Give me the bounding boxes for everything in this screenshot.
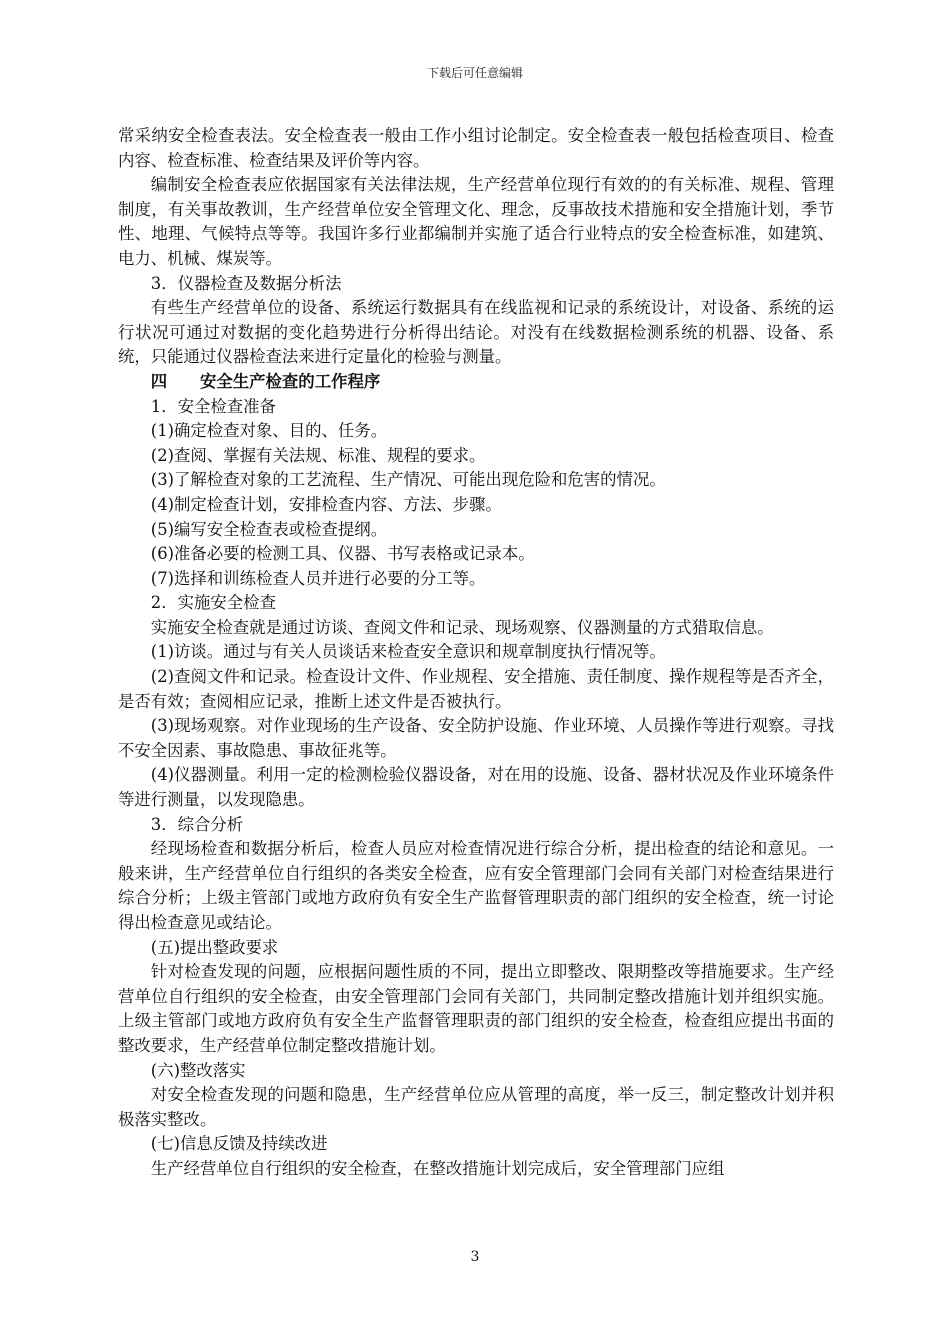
- paragraph: 对安全检查发现的问题和隐患，生产经营单位应从管理的高度，举一反三，制定整改计划并积极落实整改。: [118, 1085, 834, 1129]
- list-item: (3)现场观察。对作业现场的生产设备、安全防护设施、作业环境、人员操作等进行观察。寻找不安全因素、事故隐患、事故征兆等。: [118, 716, 834, 760]
- list-item: (7)选择和训练检查人员并进行必要的分工等。: [150, 568, 486, 588]
- paragraph: 生产经营单位自行组织的安全检查，在整改措施计划完成后，安全管理部门应组: [150, 1158, 725, 1178]
- list-item: (2)查阅、掌握有关法规、标准、规程的要求。: [150, 445, 486, 465]
- subsection-title: 2．实施安全检查: [150, 593, 276, 613]
- list-item: (1)确定检查对象、目的、任务。: [150, 421, 388, 441]
- document-body: [118, 124, 834, 1182]
- list-item: (1)访谈。通过与有关人员谈话来检查安全意识和规章制度执行情况等。: [150, 642, 666, 662]
- paragraph: 编制安全检查表应依据国家有关法律法规，生产经营单位现行有效的的有关标准、规程、管理制度，有关事故教训，生产经营单位安全管理文化、理念，反事故技术措施和安全措施计划，季节性、地理、气候特点等等。我国许多行业都编制并实施了适合行业特点的安全检查标准，如建筑、电力、机械、煤炭等。: [118, 175, 834, 268]
- list-item: (4)仪器测量。利用一定的检测检验仪器设备，对在用的设施、设备、器材状况及作业环境条件等进行测量，以发现隐患。: [118, 765, 834, 810]
- page-header: 下载后可任意编辑: [426, 66, 523, 80]
- subsection-title: (五)提出整政要求: [150, 937, 279, 957]
- paragraph: 实施安全检查就是通过访谈、查阅文件和记录、现场观察、仪器测量的方式猎取信息。: [150, 617, 774, 637]
- subsection-title: (六)整改落实: [150, 1060, 246, 1080]
- list-item: (3)了解检查对象的工艺流程、生产情况、可能出现危险和危害的情况。: [150, 470, 666, 490]
- page-number: 3: [470, 1249, 480, 1265]
- subsection-title: 3．综合分析: [150, 814, 244, 834]
- paragraph: 经现场检查和数据分析后，检查人员应对检查情况进行综合分析，提出检查的结论和意见。一般来讲，生产经营单位自行组织的各类安全检查，应有安全管理部门会同有关部门对检查结果进行综合分析；上级主管部门或地方政府负有安全生产监督管理职责的部门组织的安全检查，统一讨论得出检查意见或结论。: [118, 839, 834, 932]
- paragraph: 常采纳安全检查表法。安全检查表一般由工作小组讨论制定。安全检查表一般包括检查项目、检查内容、检查标准、检查结果及评价等内容。: [118, 126, 834, 170]
- list-item: (5)编写安全检查表或检查提纲。: [150, 519, 388, 539]
- paragraph: 有些生产经营单位的设备、系统运行数据具有在线监视和记录的系统设计，对设备、系统的运行状况可通过对数据的变化趋势进行分析得出结论。对没有在线数据检测系统的机器、设备、系统，只能通过仪器检查法来进行定量化的检验与测量。: [118, 298, 834, 367]
- section-heading: 四 安全生产检查的工作程序: [150, 371, 381, 391]
- list-item: (4)制定检查计划，安排检查内容、方法、步骤。: [150, 494, 502, 514]
- subsection-title: 1．安全检查准备: [150, 396, 276, 416]
- subsection-title: 3．仪器检查及数据分析法: [150, 273, 342, 293]
- subsection-title: (七)信息反馈及持续改进: [150, 1134, 328, 1154]
- list-item: (2)查阅文件和记录。检查设计文件、作业规程、安全措施、责任制度、操作规程等是否齐全，是否有效；查阅相应记录，推断上述文件是否被执行。: [118, 667, 834, 711]
- paragraph: 针对检查发现的问题，应根据问题性质的不同，提出立即整改、限期整改等措施要求。生产经营单位自行组织的安全检查，由安全管理部门会同有关部门，共同制定整改措施计划并组织实施。上级主管部门或地方政府负有安全生产监督管理职责的部门组织的安全检查，检查组应提出书面的整改要求，生产经营单位制定整改措施计划。: [118, 962, 834, 1055]
- list-item: (6)准备必要的检测工具、仪器、书写表格或记录本。: [150, 544, 535, 564]
